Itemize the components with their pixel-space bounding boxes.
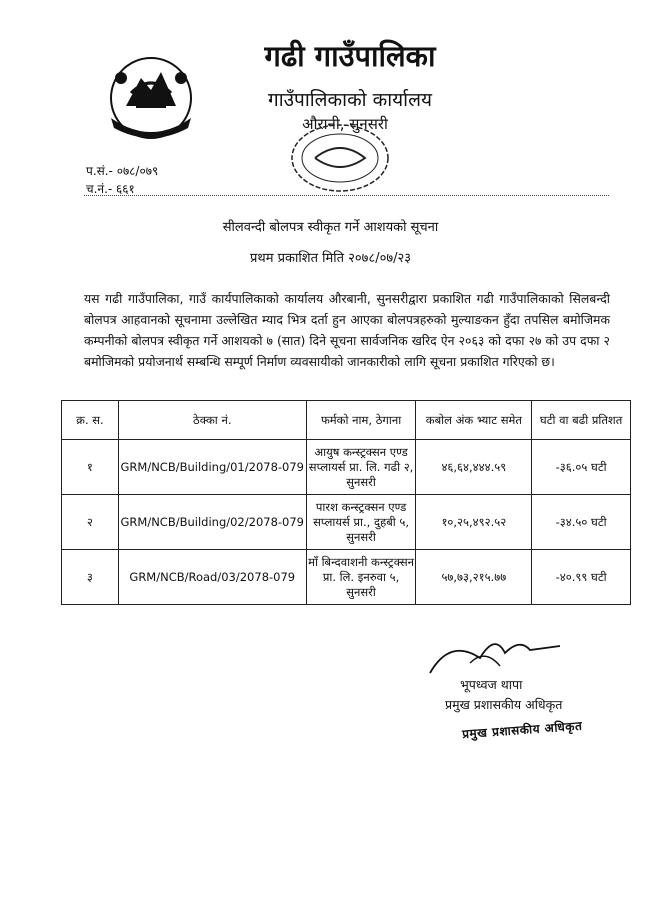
table-row [62, 495, 631, 550]
header-percent: घटी वा बढी प्रतिशत [532, 401, 631, 440]
cell-serial: ३ [62, 550, 119, 605]
signature-icon [410, 628, 570, 678]
publish-date: प्रथम प्रकाशित मिति २०७८/०७/२३ [250, 251, 411, 266]
cell-amount: १०,२५,४९२.५२ [416, 495, 532, 550]
cell-firm: आयुष कन्स्ट्रक्सन एण्ड सप्लायर्स प्रा. लि. गढी २, सुनसरी [306, 440, 416, 495]
cell-firm: पारश कन्स्ट्रक्सन एण्ड सप्लायर्स प्रा., दुहबी ५, सुनसरी [306, 495, 416, 550]
org-title: गढी गाउँपालिका [264, 39, 436, 73]
notice-body: यस गढी गाउँपालिका, गाउँ कार्यपालिकाको कार्यालय औरबानी, सुनसरीद्वारा प्रकाशित गढी गाउँपालिकाको सिलबन्दी बोलपत्र आहवानको सूचनामा उल्लेखित म्याद भित्र दर्ता हुन आएका बोलपत्रहरुको मुल्याङकन हुँदा तपसिल बमोजिमक कम्पनीको बोलपत्र स्वीकृत गर्ने आशयको ७ (सात) दिने सूचना सार्वजनिक खरिद ऐन २०६३ को दफा २७ को उप दफा २ बमोजिमको प्रयोजनार्थ सम्बन्धि सम्पूर्ण निर्माण व्यवसायीको जानकारीको लागि सूचना प्रकाशित गरिएको छ। [84, 291, 610, 369]
table-row [62, 550, 631, 605]
signer-title: प्रमुख प्रशासकीय अधिकृत [445, 697, 563, 712]
cell-firm: माँ बिन्दवाशनी कन्स्ट्रक्सन प्रा. लि. इनरुवा ५, सुनसरी [306, 550, 416, 605]
cell-amount: ४६,६४,४४४.५९ [416, 440, 532, 495]
cell-percent: -३६.०५ घटी [532, 440, 631, 495]
cell-contract: GRM/NCB/Building/01/2078-079 [118, 440, 306, 495]
table-row [62, 440, 631, 495]
cell-amount: ५७,७३,२१५.७७ [416, 550, 532, 605]
cell-percent: -४०.९९ घटी [532, 550, 631, 605]
notice-title: सीलवन्दी बोलपत्र स्वीकृत गर्ने आशयको सूचना [222, 220, 439, 235]
header-amount: कबोल अंक भ्याट समेत [416, 401, 532, 440]
nepal-emblem-icon [96, 48, 206, 148]
cell-percent: -३४.५० घटी [532, 495, 631, 550]
office-stamp-icon [285, 118, 395, 196]
cell-contract: GRM/NCB/Building/02/2078-079 [118, 495, 306, 550]
reference-number: प.सं.- ०७८/०७९ [86, 164, 159, 178]
org-subtitle: गाउँपालिकाको कार्यालय [268, 89, 432, 111]
signer-name: भूपध्वज थापा [460, 677, 523, 692]
org-address: औरानी, सुनसरी [302, 115, 388, 133]
table-header-row [62, 401, 631, 440]
header-serial: क्र. स. [62, 401, 119, 440]
cell-serial: २ [62, 495, 119, 550]
divider [84, 195, 609, 196]
designation-stamp: प्रमुख प्रशासकीय अधिकृत [461, 718, 583, 742]
header-firm: फर्मको नाम, ठेगाना [306, 401, 416, 440]
header-contract: ठेक्का नं. [118, 401, 306, 440]
cell-serial: १ [62, 440, 119, 495]
bid-table [61, 400, 631, 605]
dispatch-number: च.नं.- ६६१ [86, 182, 135, 196]
cell-contract: GRM/NCB/Road/03/2078-079 [118, 550, 306, 605]
